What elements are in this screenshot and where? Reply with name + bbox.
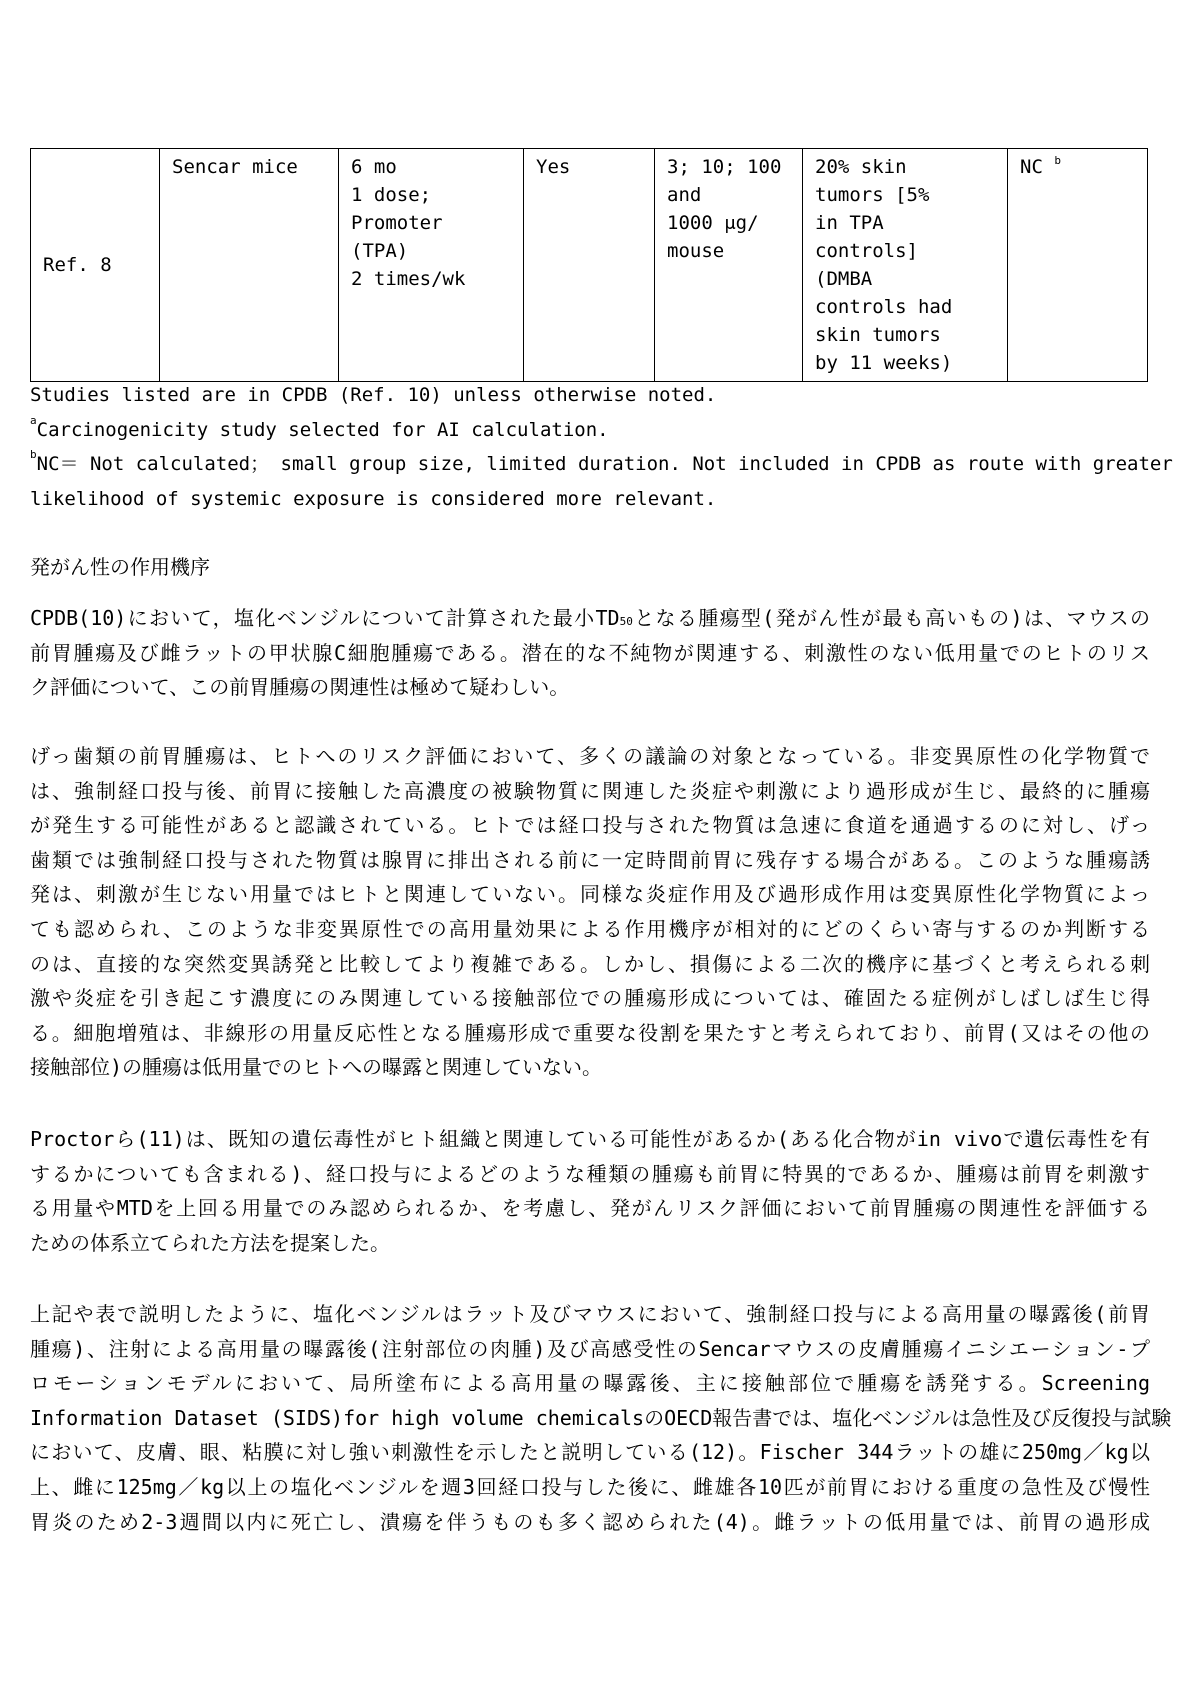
paragraph-line: は、強制経口投与後、前胃に接触した高濃度の被験物質に関連した炎症や刺激により過形成が生じ、最終的に腫瘍 <box>30 778 1150 803</box>
paragraph-line: 歯類では強制経口投与された物質は腺胃に排出される前に一定時間前胃に残存する場合がある。このような腫瘍誘 <box>30 847 1150 872</box>
cell-doses: 3; 10; 100 and 1000 μg/ mouse <box>655 149 803 382</box>
td50-value: NC <box>1020 156 1043 178</box>
footnote-text: Carcinogenicity study selected for AI calculation. <box>36 418 609 441</box>
heading-text: 発がん性の作用機序 <box>30 555 210 579</box>
footnote-b-cont: likelihood of systemic exposure is considered more relevant. <box>30 487 717 510</box>
paragraph-line: 発は、刺激が生じない用量ではヒトと関連していない。同様な炎症作用及び過形成作用は変異原性化学物質によっ <box>30 882 1150 907</box>
footnote-text: NC＝ Not calculated； small group size, limited duration. Not included in CPDB as route with greater <box>36 453 1173 476</box>
paragraph-line: のは、直接的な突然変異誘発と比較してより複雑である。しかし、損傷による二次的機序に基づくと考えられる刺 <box>30 951 1150 976</box>
paragraph-2 <box>30 739 1150 1085</box>
paragraph-line: ための体系立てられた方法を提案した。 <box>30 1230 390 1255</box>
paragraph-line: 上、雌に125mg／kg以上の塩化ベンジルを週3回経口投与した後に、雌雄各10匹が前胃における重度の急性及び慢性 <box>30 1474 1150 1499</box>
section-heading <box>30 550 1150 585</box>
paragraph-line: するかについても含まれる)、経口投与によるどのような種類の腫瘍も前胃に特異的であるか、腫瘍は前胃を刺激す <box>30 1161 1150 1186</box>
paragraph-3 <box>30 1122 1150 1260</box>
paragraph-line: る。細胞増殖は、非線形の用量反応性となる腫瘍形成で重要な役割を果たすと考えられており、前胃(又はその他の <box>30 1020 1150 1045</box>
footnote-marker: b <box>1054 154 1061 167</box>
footnote-marker: b <box>30 448 37 462</box>
paragraph-line: Proctorら(11)は、既知の遺伝毒性がヒト組織と関連している可能性があるか(ある化合物がin vivoで遺伝毒性を有 <box>30 1127 1150 1151</box>
text: となる腫瘍型(発がん性が最も高いもの)は、マウスの <box>632 606 1150 630</box>
paragraph-line <box>30 601 1150 636</box>
text: CPDB(10)において，塩化ベンジルについて計算された最小TD <box>30 606 620 630</box>
paragraph-line: 上記や表で説明したように、塩化ベンジルはラット及びマウスにおいて、強制経口投与による高用量の曝露後(前胃 <box>30 1302 1150 1326</box>
paragraph-line: 接触部位)の腫瘍は低用量でのヒトへの曝露と関連していない。 <box>30 1055 603 1080</box>
paragraph-line: ロモーションモデルにおいて、局所塗布による高用量の曝露後、主に接触部位で腫瘍を誘発する。Screening <box>30 1371 1150 1396</box>
paragraph-line: る用量やMTDを上回る用量でのみ認められるか、を考慮し、発がんリスク評価において前胃腫瘍の関連性を評価する <box>30 1196 1150 1221</box>
footnote-b <box>30 447 1173 482</box>
footnote-general: Studies listed are in CPDB (Ref. 10) unless otherwise noted. <box>30 384 717 406</box>
cell-td50 <box>1008 149 1148 382</box>
footnote-marker: a <box>30 413 37 427</box>
table-footnotes <box>30 378 1173 516</box>
paragraph-1 <box>30 601 1150 705</box>
paragraph-line: Information Dataset (SIDS)for high volume chemicalsのOECD報告書では、塩化ベンジルは急性及び反復投与試験 <box>30 1405 1172 1430</box>
study-table <box>30 148 1148 382</box>
paragraph-line: において、皮膚、眼、粘膜に対し強い刺激性を示したと説明している(12)。Fischer 344ラットの雄に250mg／kg以 <box>30 1440 1150 1465</box>
cell-control: Yes <box>524 149 655 382</box>
table-row <box>31 149 1148 382</box>
paragraph-line: 胃炎のため2-3週間以内に死亡し、潰瘍を伴うものも多く認められた(4)。雌ラットの低用量では、前胃の過形成 <box>30 1509 1150 1534</box>
cell-species: Sencar mice <box>160 149 339 382</box>
paragraph-4 <box>30 1297 1172 1539</box>
paragraph-line: ても認められ、このような非変異原性での高用量効果による作用機序が相対的にどのくらい寄与するのか判断する <box>30 916 1150 941</box>
cell-duration: 6 mo 1 dose; Promoter (TPA) 2 times/wk <box>339 149 524 382</box>
subscript: 50 <box>619 615 633 628</box>
footnote-a <box>30 413 1150 448</box>
paragraph-line: 腫瘍)、注射による高用量の曝露後(注射部位の肉腫)及び高感受性のSencarマウスの皮膚腫瘍イニシエーション-プ <box>30 1336 1150 1361</box>
cell-tumor-observations: 20% skin tumors [5% in TPA controls] (DMBA controls had skin tumors by 11 weeks) <box>803 149 1008 382</box>
paragraph-line: 前胃腫瘍及び雌ラットの甲状腺C細胞腫瘍である。潜在的な不純物が関連する、刺激性のない低用量でのヒトのリス <box>30 640 1150 665</box>
paragraph-line: が発生する可能性があると認識されている。ヒトでは経口投与された物質は急速に食道を通過するのに対し、げっ <box>30 813 1150 838</box>
paragraph-line: 激や炎症を引き起こす濃度にのみ関連している接触部位での腫瘍形成については、確固たる症例がしばしば生じ得 <box>30 986 1150 1011</box>
paragraph-line: ク評価について、この前胃腫瘍の関連性は極めて疑わしい。 <box>30 675 570 700</box>
paragraph-line: げっ歯類の前胃腫瘍は、ヒトへのリスク評価において、多くの議論の対象となっている。非変異原性の化学物質で <box>30 744 1150 768</box>
cell-reference: Ref. 8 <box>31 149 160 382</box>
